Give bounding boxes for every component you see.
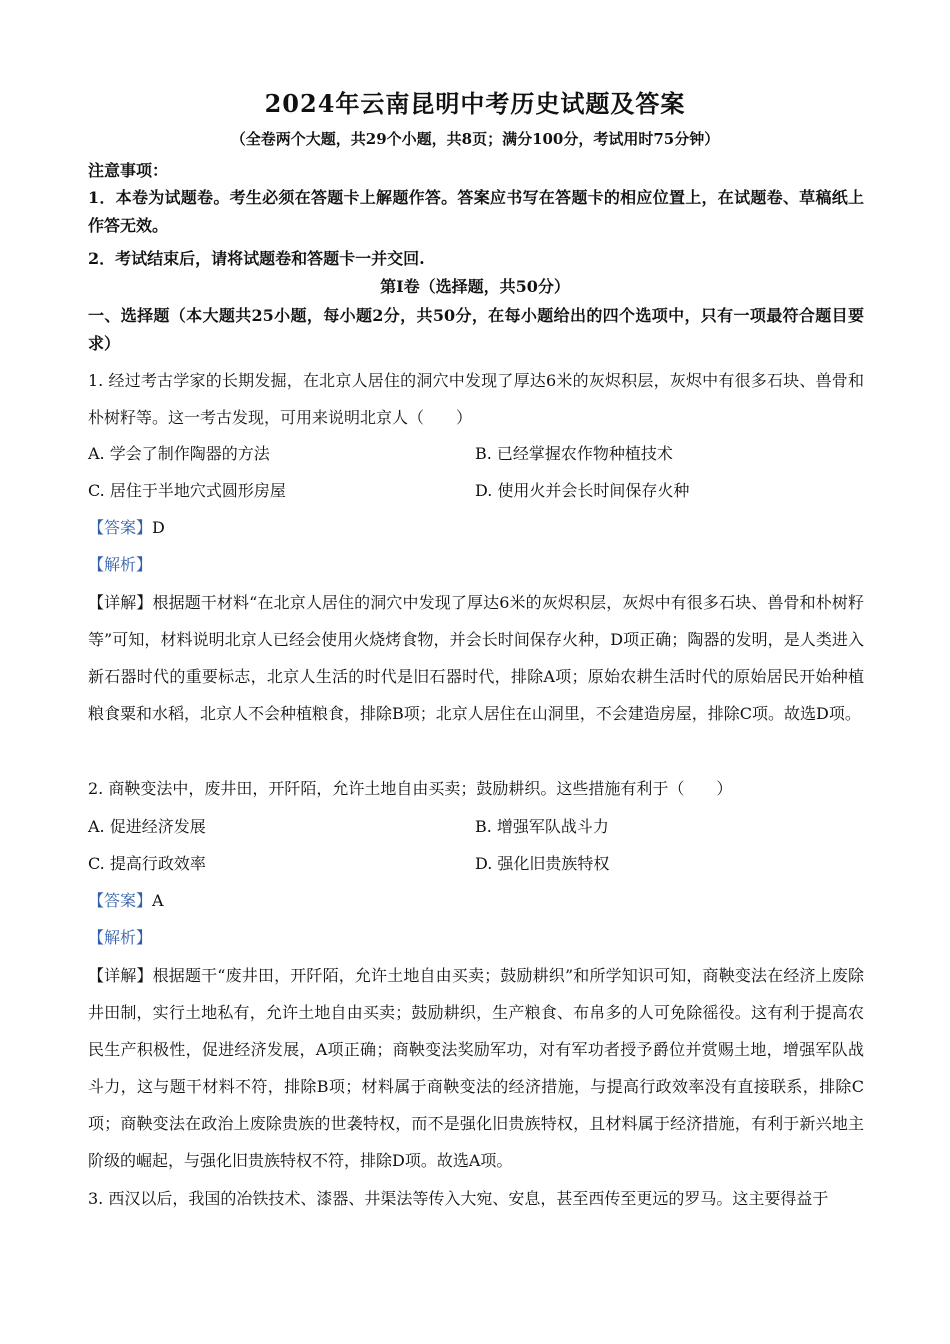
question-2-detail [88,957,864,1179]
question-2-option-b: B. 增强军队战斗力 [475,817,609,836]
question-2-analysis-label: 【解析】 [88,928,153,947]
question-1-analysis-label: 【解析】 [88,555,153,574]
section-title: 第Ⅰ卷（选择题，共50分） [380,277,570,296]
question-1-stem: 1. 经过考古学家的长期发掘，在北京人居住的洞穴中发现了厚达6米的灰烬积层，灰烬中有很多石块、兽骨和朴树籽等。这一考古发现，可用来说明北京人（ ） [88,371,864,427]
question-2-option-a: A. 促进经济发展 [88,817,206,836]
question-2-option-d: D. 强化旧贵族特权 [475,854,610,873]
answer-value: D [152,518,165,537]
question-2-option-c: C. 提高行政效率 [88,854,206,873]
question-1-option-a: A. 学会了制作陶器的方法 [88,444,270,463]
question-1-option-c: C. 居住于半地穴式圆形房屋 [88,481,286,500]
question-1-detail [88,584,864,732]
answer-value: A [152,891,164,910]
detail-text: 根据题干“废井田，开阡陌，允许土地自由买卖；鼓励耕织”和所学知识可知，商鞅变法在经济上废除井田制，实行土地私有，允许土地自由买卖；鼓励耕织，生产粮食、布帛多的人可免除徭役。这有利于提高农民生产积极性，促进经济发展，A项正确；商鞅变法奖励军功，对有军功者授予爵位并赏赐土地，增强军队战斗力，这与题干材料不符，排除B项；材料属于商鞅变法的经济措施，与提高行政效率没有直接联系，排除C项；商鞅变法在政治上废除贵族的世袭特权，而不是强化旧贵族特权，且材料属于经济措施，有利于新兴地主阶级的崛起，与强化旧贵族特权不符，排除D项。故选A项。 [88,966,864,1170]
answer-label: 【答案】 [88,891,153,910]
question-2-stem: 2. 商鞅变法中，废井田，开阡陌，允许土地自由买卖；鼓励耕织。这些措施有利于（ ） [88,779,733,798]
notice-heading: 注意事项： [88,161,169,180]
notice-item-2: 2．考试结束后，请将试题卷和答题卡一并交回. [88,249,425,268]
section-instruction: 一、选择题（本大题共25小题，每小题2分，共50分，在每小题给出的四个选项中，只有一项最符合题目要求） [88,306,864,353]
answer-label: 【答案】 [88,518,153,537]
question-1-option-d: D. 使用火并会长时间保存火种 [475,481,690,500]
question-1-answer [88,517,878,539]
question-1-option-b: B. 已经掌握农作物种植技术 [475,444,673,463]
question-3-stem: 3. 西汉以后，我国的冶铁技术、漆器、井渠法等传入大宛、安息，甚至西传至更远的罗马。这主要得益于 [88,1189,829,1208]
detail-text: 根据题干材料“在北京人居住的洞穴中发现了厚达6米的灰烬积层，灰烬中有很多石块、兽骨和朴树籽等”可知，材料说明北京人已经会使用火烧烤食物，并会长时间保存火种，D项正确；陶器的发明，是人类进入新石器时代的重要标志，北京人生活的时代是旧石器时代，排除A项；原始农耕生活时代的原始居民开始种植粮食粟和水稻，北京人不会种植粮食，排除B项；北京人居住在山洞里，不会建造房屋，排除C项。故选D项。 [88,593,864,723]
document-subtitle: （全卷两个大题，共29个小题，共8页；满分100分，考试用时75分钟） [230,130,720,148]
notice-item-1: 1．本卷为试题卷。考生必须在答题卡上解题作答。答案应书写在答题卡的相应位置上，在试题卷、草稿纸上作答无效。 [88,188,864,235]
detail-label: 【详解】 [88,593,153,612]
question-2-answer [88,890,878,912]
detail-label: 【详解】 [88,966,153,985]
document-title: 2024年云南昆明中考历史试题及答案 [264,89,686,118]
